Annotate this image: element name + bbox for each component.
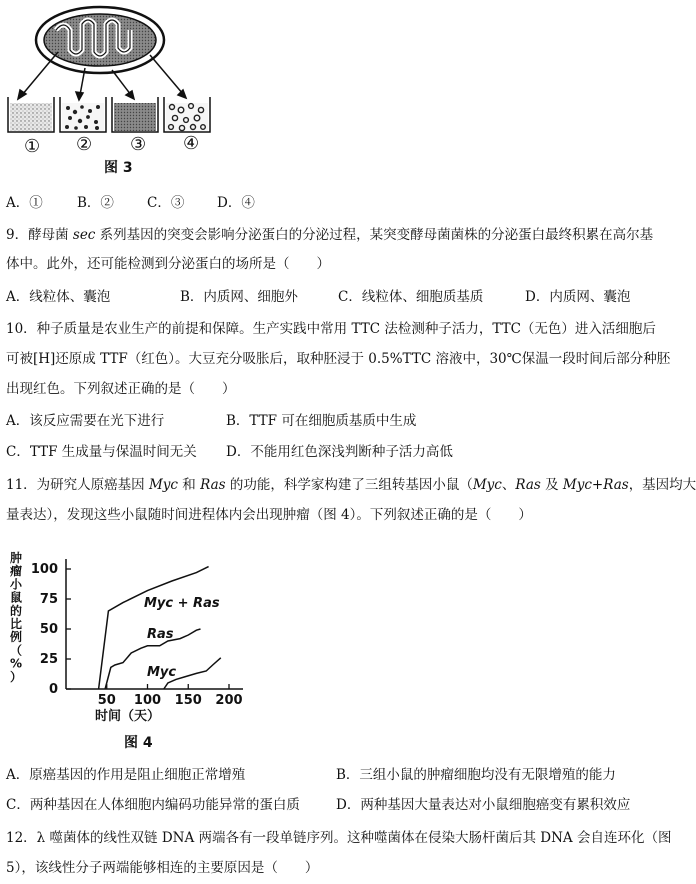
beakers <box>8 97 210 132</box>
q11-text-f: ，基因均大 <box>628 477 696 493</box>
mitochondrion-drawing <box>36 7 164 73</box>
q8-option-b: B．② <box>77 195 114 211</box>
q10-option-d: D．不能用红色深浅判断种子活力高低 <box>226 444 453 460</box>
q11-gene-myc: Myc <box>148 477 178 493</box>
q11-text-b: 和 <box>178 477 201 493</box>
q10-option-c: C．TTF 生成量与保温时间无关 <box>6 444 197 460</box>
q10-option-b: B．TTF 可在细胞质基质中生成 <box>226 413 417 429</box>
fig3-caption: 图 3 <box>104 160 133 176</box>
series-label: Ras <box>147 627 174 642</box>
q11-option-a: A．原癌基因的作用是阻止细胞正常增殖 <box>6 767 246 783</box>
q8-option-a: A．① <box>6 195 43 211</box>
q11-group-ras: Ras <box>515 477 541 493</box>
q10-stem-line3: 出现红色。下列叙述正确的是（ ） <box>6 381 236 397</box>
y-tick-label: 0 <box>48 682 58 697</box>
q11-group-myc-ras: Myc+Ras <box>562 477 629 493</box>
q11-group-myc: Myc <box>472 477 502 493</box>
q9-stem-line2: 体中。此外，还可能检测到分泌蛋白的场所是（ ） <box>6 256 330 272</box>
x-tick-label: 150 <box>174 693 202 708</box>
q11-option-c: C．两种基因在人体细胞内编码功能异常的蛋白质 <box>6 797 300 813</box>
q11-text-c: 的功能，科学家构建了三组转基因小鼠（ <box>225 477 473 493</box>
series-label: Myc + Ras <box>144 596 220 611</box>
q9-text-a: 9．酵母菌 <box>6 227 73 243</box>
q11-option-d: D．两种基因大量表达对小鼠细胞癌变有累积效应 <box>336 797 631 813</box>
chart-caption: 图 4 <box>124 735 153 751</box>
q10-option-a: A．该反应需要在光下进行 <box>6 413 165 429</box>
chart-x-label: 时间（天） <box>95 709 161 724</box>
q10-stem-line2: 可被[H]还原成 TTF（红色）。大豆充分吸胀后，取种胚浸于 0.5%TTC 溶液中，30℃保温一段时间后部分种胚 <box>6 351 671 367</box>
q9-gene-name: sec <box>72 227 96 243</box>
fig3-label-4: ④ <box>183 133 200 154</box>
q9-option-c: C．线粒体、细胞质基质 <box>338 289 484 305</box>
chart-series <box>99 567 221 689</box>
y-tick-label: 25 <box>39 652 58 667</box>
x-tick-label: 200 <box>215 693 243 708</box>
q11-stem-line1 <box>6 475 696 495</box>
x-tick-label: 50 <box>97 693 116 708</box>
q9-stem-line1 <box>6 225 653 245</box>
chart-y-label: 肿瘤小鼠的比例（%） <box>9 551 23 684</box>
q11-stem-line2: 量表达），发现这些小鼠随时间进程体内会出现肿瘤（图 4）。下列叙述正确的是（ ） <box>6 507 532 523</box>
q11-gene-ras: Ras <box>200 477 226 493</box>
q8-option-d: D．④ <box>217 195 255 211</box>
q11-text-a: 11．为研究人原癌基因 <box>6 477 149 493</box>
y-tick-label: 100 <box>30 562 58 577</box>
q9-text-b: 系列基因的突变会影响分泌蛋白的分泌过程，某突变酵母菌菌株的分泌蛋白最终积累在高尔基 <box>95 227 654 243</box>
y-tick-label: 75 <box>39 592 58 607</box>
q9-option-b: B．内质网、细胞外 <box>180 289 298 305</box>
q12-stem-line2: 5），该线性分子两端能够相连的主要原因是（ ） <box>6 860 319 876</box>
y-tick-label: 50 <box>39 622 58 637</box>
q8-option-c: C．③ <box>147 195 185 211</box>
chart-ticks <box>31 562 243 708</box>
figure-4-chart <box>0 540 260 755</box>
series-label: Myc <box>147 665 177 680</box>
fig3-label-2: ② <box>76 134 93 155</box>
q9-option-d: D．内质网、囊泡 <box>525 289 631 305</box>
q10-stem-line1: 10．种子质量是农业生产的前提和保障。生产实践中常用 TTC 法检测种子活力，TTC（无色）进入活细胞后 <box>6 321 656 337</box>
q11-option-b: B．三组小鼠的肿瘤细胞均没有无限增殖的能力 <box>336 767 616 783</box>
q12-stem-line1: 12．λ 噬菌体的线性双链 DNA 两端各有一段单链序列。这种噬菌体在侵染大肠杆菌后其 DNA 会自连环化（图 <box>6 830 672 846</box>
q11-text-d: 、 <box>501 477 516 493</box>
fig3-label-3: ③ <box>130 134 147 155</box>
q9-option-a: A．线粒体、囊泡 <box>6 289 111 305</box>
q11-text-e: 及 <box>540 477 563 493</box>
fig3-label-1: ① <box>24 136 41 157</box>
x-tick-label: 100 <box>133 693 162 708</box>
